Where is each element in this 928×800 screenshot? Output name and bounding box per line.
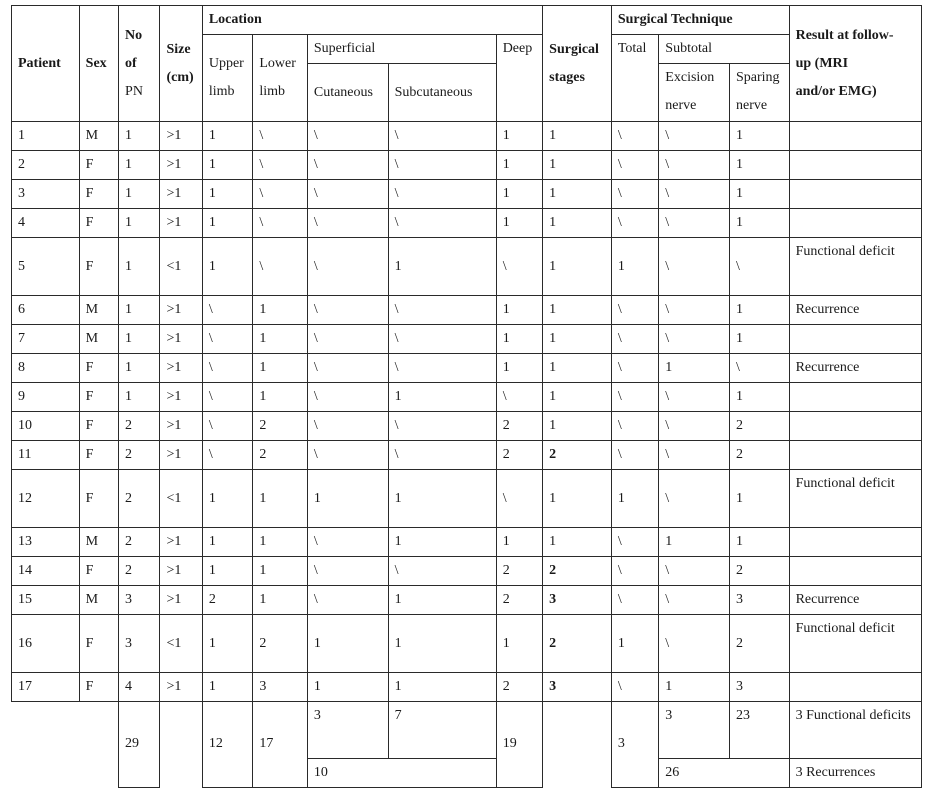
- header-surgical-technique: Surgical Technique: [611, 6, 789, 35]
- header-result: Result at follow- up (MRI and/or EMG): [789, 6, 921, 122]
- cell-cut: \: [307, 180, 388, 209]
- cell-sex: F: [79, 151, 118, 180]
- cell-total: \: [611, 122, 658, 151]
- cell-sparing: 2: [729, 557, 789, 586]
- cell-no-pn: 1: [119, 151, 160, 180]
- cell-patient: 7: [12, 325, 80, 354]
- cell-no-pn: 2: [119, 470, 160, 528]
- header-upper-limb: Upper limb: [202, 35, 252, 122]
- table-row: [12, 238, 922, 296]
- cell-sex: F: [79, 383, 118, 412]
- cell-no-pn: 2: [119, 557, 160, 586]
- cell-result: Functional deficit: [789, 470, 921, 528]
- cell-excision: \: [659, 180, 730, 209]
- cell-excision: 1: [659, 354, 730, 383]
- cell-no-pn: 4: [119, 673, 160, 702]
- cell-size: >1: [160, 528, 202, 557]
- cell-sparing: 3: [729, 673, 789, 702]
- cell-lower: 1: [253, 528, 308, 557]
- cell-subcut: 1: [388, 673, 496, 702]
- cell-total: \: [611, 412, 658, 441]
- cell-result: Functional deficit: [789, 615, 921, 673]
- cell-no-pn: 2: [119, 441, 160, 470]
- header-sex: Sex: [79, 6, 118, 122]
- cell-size: <1: [160, 238, 202, 296]
- total-cutaneous: 3: [307, 702, 388, 759]
- cell-sex: M: [79, 122, 118, 151]
- cell-size: >1: [160, 151, 202, 180]
- cell-patient: 8: [12, 354, 80, 383]
- cell-size: >1: [160, 354, 202, 383]
- header-total: Total: [611, 35, 658, 122]
- cell-excision: \: [659, 412, 730, 441]
- header-subtotal: Subtotal: [659, 35, 789, 64]
- cell-upper: 1: [202, 238, 252, 296]
- cell-total: \: [611, 586, 658, 615]
- cell-no-pn: 1: [119, 383, 160, 412]
- cell-result: [789, 528, 921, 557]
- cell-patient: 14: [12, 557, 80, 586]
- cell-patient: 13: [12, 528, 80, 557]
- table-row: [12, 557, 922, 586]
- cell-upper: \: [202, 441, 252, 470]
- cell-deep: 1: [496, 296, 542, 325]
- cell-lower: \: [253, 238, 308, 296]
- cell-sex: F: [79, 180, 118, 209]
- cell-upper: \: [202, 354, 252, 383]
- header-size: Size (cm): [160, 6, 202, 122]
- cell-upper: 1: [202, 615, 252, 673]
- cell-sparing: 1: [729, 151, 789, 180]
- table-row: [12, 151, 922, 180]
- cell-total: \: [611, 151, 658, 180]
- cell-sex: F: [79, 238, 118, 296]
- cell-deep: 1: [496, 151, 542, 180]
- cell-upper: \: [202, 296, 252, 325]
- cell-lower: 1: [253, 354, 308, 383]
- cell-no-pn: 1: [119, 122, 160, 151]
- cell-lower: \: [253, 151, 308, 180]
- cell-size: >1: [160, 180, 202, 209]
- cell-stages: 2: [543, 441, 612, 470]
- cell-patient: 5: [12, 238, 80, 296]
- cell-sparing: \: [729, 238, 789, 296]
- cell-cut: \: [307, 209, 388, 238]
- cell-total: \: [611, 383, 658, 412]
- table-row: [12, 383, 922, 412]
- cell-sparing: 3: [729, 586, 789, 615]
- cell-excision: \: [659, 615, 730, 673]
- cell-subcut: \: [388, 180, 496, 209]
- cell-sparing: 1: [729, 470, 789, 528]
- total-functional-deficits: 3 Functional deficits: [789, 702, 921, 759]
- cell-subcut: \: [388, 441, 496, 470]
- cell-stages: 2: [543, 615, 612, 673]
- cell-deep: 1: [496, 615, 542, 673]
- cell-subcut: \: [388, 209, 496, 238]
- cell-result: [789, 441, 921, 470]
- cell-total: 1: [611, 238, 658, 296]
- cell-deep: \: [496, 470, 542, 528]
- table-row: [12, 528, 922, 557]
- cell-sex: M: [79, 296, 118, 325]
- cell-stages: 1: [543, 180, 612, 209]
- cell-excision: \: [659, 325, 730, 354]
- table-row: [12, 122, 922, 151]
- cell-size: <1: [160, 615, 202, 673]
- cell-sex: F: [79, 470, 118, 528]
- cell-upper: \: [202, 412, 252, 441]
- cell-deep: 1: [496, 180, 542, 209]
- cell-sex: F: [79, 441, 118, 470]
- cell-result: Recurrence: [789, 354, 921, 383]
- cell-subcut: \: [388, 354, 496, 383]
- cell-no-pn: 2: [119, 528, 160, 557]
- cell-stages: 3: [543, 673, 612, 702]
- cell-upper: \: [202, 383, 252, 412]
- cell-upper: 1: [202, 180, 252, 209]
- cell-sex: M: [79, 528, 118, 557]
- table-row: [12, 441, 922, 470]
- cell-excision: 1: [659, 673, 730, 702]
- total-upper-limb: 12: [202, 702, 252, 788]
- header-lower-limb: Lower limb: [253, 35, 308, 122]
- cell-size: >1: [160, 441, 202, 470]
- cell-stages: 3: [543, 586, 612, 615]
- cell-sex: F: [79, 354, 118, 383]
- total-sparing: 23: [729, 702, 789, 759]
- header-deep: Deep: [496, 35, 542, 122]
- cell-excision: \: [659, 151, 730, 180]
- table-row: [12, 470, 922, 528]
- cell-sex: M: [79, 325, 118, 354]
- cell-subcut: \: [388, 557, 496, 586]
- table-row: [12, 209, 922, 238]
- header-excision-nerve: Excision nerve: [659, 64, 730, 122]
- cell-result: Recurrence: [789, 296, 921, 325]
- cell-sparing: 1: [729, 180, 789, 209]
- cell-patient: 17: [12, 673, 80, 702]
- cell-sparing: 2: [729, 615, 789, 673]
- cell-subcut: 1: [388, 615, 496, 673]
- cell-total: \: [611, 180, 658, 209]
- table-row: [12, 615, 922, 673]
- cell-no-pn: 3: [119, 586, 160, 615]
- cell-no-pn: 1: [119, 180, 160, 209]
- cell-stages: 1: [543, 296, 612, 325]
- totals-section: [12, 702, 922, 788]
- cell-cut: \: [307, 238, 388, 296]
- cell-cut: \: [307, 151, 388, 180]
- cell-sparing: 1: [729, 325, 789, 354]
- cell-lower: \: [253, 122, 308, 151]
- cell-total: \: [611, 528, 658, 557]
- cell-stages: 1: [543, 528, 612, 557]
- cell-cut: \: [307, 441, 388, 470]
- cell-result: [789, 412, 921, 441]
- cell-deep: 2: [496, 557, 542, 586]
- cell-lower: 2: [253, 615, 308, 673]
- cell-deep: 1: [496, 122, 542, 151]
- cell-deep: 1: [496, 354, 542, 383]
- cell-patient: 6: [12, 296, 80, 325]
- cell-sex: F: [79, 557, 118, 586]
- cell-cut: 1: [307, 470, 388, 528]
- cell-excision: \: [659, 209, 730, 238]
- cell-total: 1: [611, 615, 658, 673]
- cell-patient: 9: [12, 383, 80, 412]
- cell-lower: \: [253, 180, 308, 209]
- cell-stages: 1: [543, 122, 612, 151]
- cell-size: >1: [160, 586, 202, 615]
- cell-sparing: 1: [729, 383, 789, 412]
- cell-lower: 1: [253, 325, 308, 354]
- cell-result: [789, 673, 921, 702]
- cell-size: >1: [160, 209, 202, 238]
- cell-stages: 1: [543, 209, 612, 238]
- table-body: [12, 122, 922, 702]
- cell-result: [789, 151, 921, 180]
- cell-subcut: \: [388, 325, 496, 354]
- cell-patient: 1: [12, 122, 80, 151]
- cell-cut: 1: [307, 615, 388, 673]
- cell-cut: \: [307, 557, 388, 586]
- cell-upper: \: [202, 325, 252, 354]
- cell-total: 1: [611, 470, 658, 528]
- header-sparing-nerve: Sparing nerve: [729, 64, 789, 122]
- cell-deep: \: [496, 383, 542, 412]
- cell-patient: 16: [12, 615, 80, 673]
- cell-total: \: [611, 673, 658, 702]
- cell-deep: 2: [496, 412, 542, 441]
- cell-patient: 12: [12, 470, 80, 528]
- cell-sparing: 2: [729, 441, 789, 470]
- cell-deep: 2: [496, 441, 542, 470]
- cell-sex: F: [79, 209, 118, 238]
- cell-cut: \: [307, 122, 388, 151]
- cell-upper: 1: [202, 673, 252, 702]
- cell-upper: 1: [202, 470, 252, 528]
- cell-stages: 1: [543, 238, 612, 296]
- total-lower-limb: 17: [253, 702, 308, 788]
- cell-deep: 1: [496, 528, 542, 557]
- cell-cut: 1: [307, 673, 388, 702]
- cell-total: \: [611, 354, 658, 383]
- cell-no-pn: 2: [119, 412, 160, 441]
- cell-upper: 2: [202, 586, 252, 615]
- cell-result: [789, 557, 921, 586]
- cell-stages: 1: [543, 383, 612, 412]
- cell-stages: 1: [543, 354, 612, 383]
- cell-upper: 1: [202, 151, 252, 180]
- cell-excision: \: [659, 238, 730, 296]
- table-row: [12, 180, 922, 209]
- cell-subcut: \: [388, 412, 496, 441]
- cell-subcut: 1: [388, 383, 496, 412]
- cell-excision: 1: [659, 528, 730, 557]
- cell-sparing: 2: [729, 412, 789, 441]
- cell-lower: \: [253, 209, 308, 238]
- cell-patient: 10: [12, 412, 80, 441]
- cell-sex: F: [79, 412, 118, 441]
- cell-deep: 2: [496, 586, 542, 615]
- total-recurrences: 3 Recurrences: [789, 758, 921, 787]
- cell-no-pn: 1: [119, 296, 160, 325]
- cell-deep: 1: [496, 325, 542, 354]
- cell-patient: 3: [12, 180, 80, 209]
- cell-result: [789, 180, 921, 209]
- cell-subcut: \: [388, 296, 496, 325]
- cell-cut: \: [307, 412, 388, 441]
- cell-deep: \: [496, 238, 542, 296]
- cell-total: \: [611, 325, 658, 354]
- cell-sparing: 1: [729, 209, 789, 238]
- cell-deep: 2: [496, 673, 542, 702]
- cell-lower: 2: [253, 441, 308, 470]
- cell-sex: F: [79, 673, 118, 702]
- cell-size: >1: [160, 296, 202, 325]
- cell-lower: 3: [253, 673, 308, 702]
- cell-lower: 1: [253, 557, 308, 586]
- cell-size: >1: [160, 325, 202, 354]
- total-deep: 19: [496, 702, 542, 788]
- cell-result: Functional deficit: [789, 238, 921, 296]
- cell-upper: 1: [202, 528, 252, 557]
- cell-stages: 2: [543, 557, 612, 586]
- cell-size: >1: [160, 383, 202, 412]
- cell-deep: 1: [496, 209, 542, 238]
- cell-cut: \: [307, 383, 388, 412]
- table-row: [12, 412, 922, 441]
- cell-lower: 1: [253, 296, 308, 325]
- header-no-pn: No of PN: [119, 6, 160, 122]
- cell-lower: 1: [253, 470, 308, 528]
- cell-sparing: 1: [729, 296, 789, 325]
- cell-excision: \: [659, 470, 730, 528]
- cell-lower: 2: [253, 412, 308, 441]
- cell-patient: 15: [12, 586, 80, 615]
- cell-upper: 1: [202, 122, 252, 151]
- cell-total: \: [611, 296, 658, 325]
- table-row: [12, 673, 922, 702]
- cell-no-pn: 3: [119, 615, 160, 673]
- cell-excision: \: [659, 122, 730, 151]
- cell-sparing: 1: [729, 528, 789, 557]
- cell-no-pn: 1: [119, 325, 160, 354]
- cell-stages: 1: [543, 470, 612, 528]
- table-row: [12, 354, 922, 383]
- cell-result: [789, 122, 921, 151]
- cell-upper: 1: [202, 209, 252, 238]
- cell-excision: \: [659, 383, 730, 412]
- cell-size: >1: [160, 673, 202, 702]
- total-total: 3: [611, 702, 658, 788]
- cell-patient: 4: [12, 209, 80, 238]
- cell-size: <1: [160, 470, 202, 528]
- cell-excision: \: [659, 441, 730, 470]
- cell-subcut: \: [388, 122, 496, 151]
- cell-lower: 1: [253, 383, 308, 412]
- cell-total: \: [611, 209, 658, 238]
- cell-no-pn: 1: [119, 238, 160, 296]
- table-row: [12, 296, 922, 325]
- cell-sex: M: [79, 586, 118, 615]
- cell-excision: \: [659, 586, 730, 615]
- header-surgical-stages: Surgical stages: [543, 6, 612, 122]
- cell-result: [789, 383, 921, 412]
- cell-subcut: 1: [388, 238, 496, 296]
- cell-subcut: \: [388, 151, 496, 180]
- cell-excision: \: [659, 296, 730, 325]
- cell-total: \: [611, 557, 658, 586]
- cell-size: >1: [160, 122, 202, 151]
- header-cutaneous: Cutaneous: [307, 64, 388, 122]
- cell-cut: \: [307, 296, 388, 325]
- cell-stages: 1: [543, 325, 612, 354]
- cell-size: >1: [160, 412, 202, 441]
- total-subcutaneous: 7: [388, 702, 496, 759]
- cell-patient: 2: [12, 151, 80, 180]
- cell-cut: \: [307, 354, 388, 383]
- table-row: [12, 586, 922, 615]
- header-location: Location: [202, 6, 542, 35]
- cell-subcut: 1: [388, 586, 496, 615]
- cell-no-pn: 1: [119, 354, 160, 383]
- patients-table: [11, 5, 922, 788]
- cell-sparing: 1: [729, 122, 789, 151]
- cell-result: [789, 325, 921, 354]
- cell-result: Recurrence: [789, 586, 921, 615]
- cell-sex: F: [79, 615, 118, 673]
- cell-cut: \: [307, 586, 388, 615]
- cell-excision: \: [659, 557, 730, 586]
- cell-patient: 11: [12, 441, 80, 470]
- cell-stages: 1: [543, 412, 612, 441]
- cell-result: [789, 209, 921, 238]
- cell-subcut: 1: [388, 528, 496, 557]
- cell-cut: \: [307, 528, 388, 557]
- total-excision: 3: [659, 702, 730, 759]
- cell-size: >1: [160, 557, 202, 586]
- cell-total: \: [611, 441, 658, 470]
- total-no-pn: 29: [119, 702, 160, 788]
- cell-subcut: 1: [388, 470, 496, 528]
- header-superficial: Superficial: [307, 35, 496, 64]
- total-subtotal: 26: [659, 758, 789, 787]
- cell-stages: 1: [543, 151, 612, 180]
- cell-upper: 1: [202, 557, 252, 586]
- total-superficial: 10: [307, 758, 496, 787]
- cell-lower: 1: [253, 586, 308, 615]
- cell-no-pn: 1: [119, 209, 160, 238]
- header-subcutaneous: Subcutaneous: [388, 64, 496, 122]
- cell-cut: \: [307, 325, 388, 354]
- header-patient: Patient: [12, 6, 80, 122]
- table-row: [12, 325, 922, 354]
- cell-sparing: \: [729, 354, 789, 383]
